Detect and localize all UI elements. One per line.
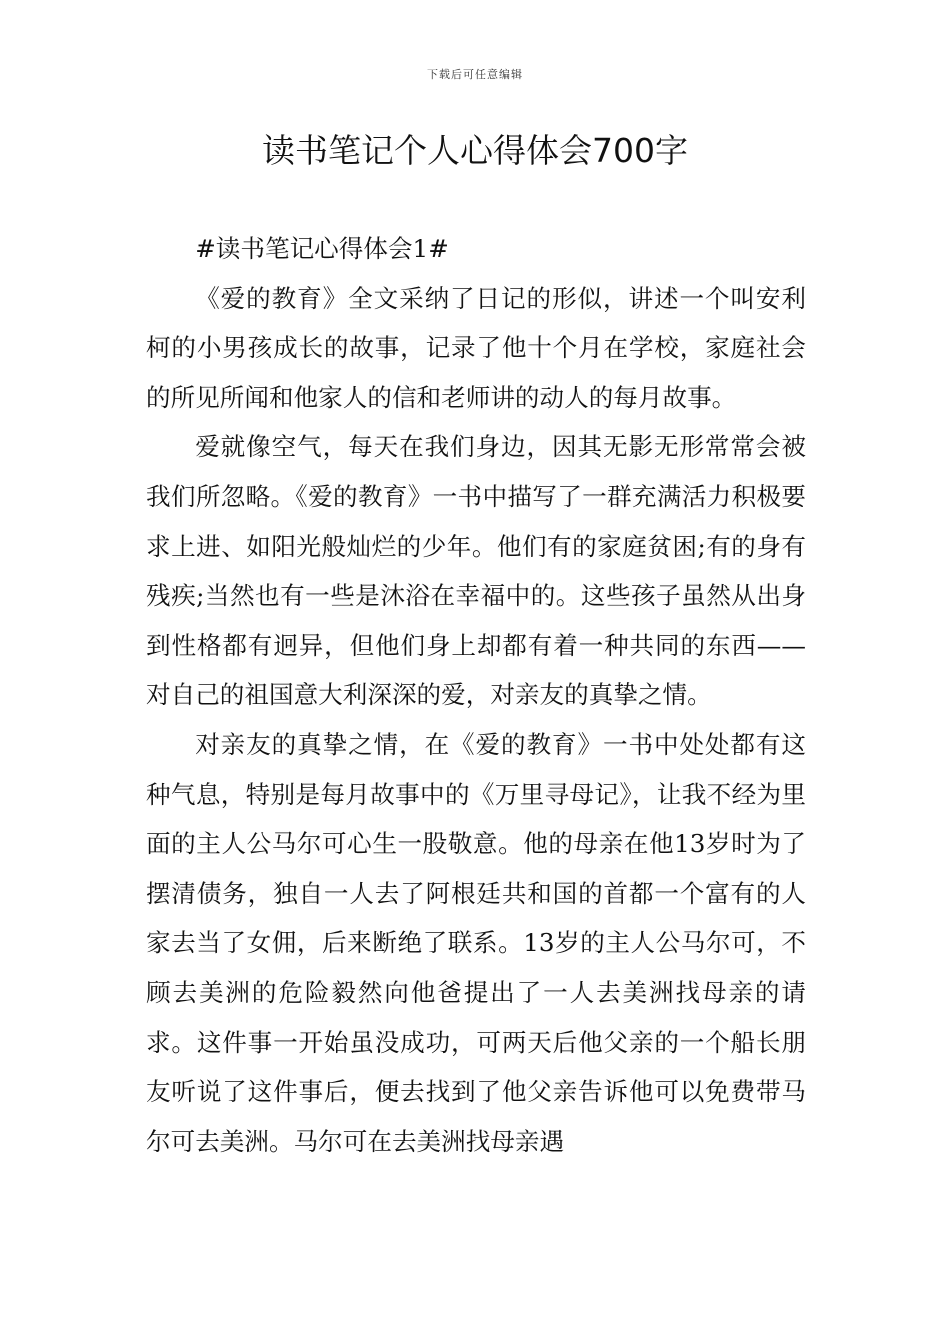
body-paragraph: 对亲友的真挚之情，在《爱的教育》一书中处处都有这种气息，特别是每月故事中的《万里寻母记》，让我不经为里面的主人公马尔可心生一股敬意。他的母亲在他13岁时为了摆清债务，独自一人去了阿根廷共和国的首都一个富有的人家去当了女佣，后来断绝了联系。13岁的主人公马尔可，不顾去美洲的危险毅然向他爸提出了一人去美洲找母亲的请求。这件事一开始虽没成功，可两天后他父亲的一个船长朋友听说了这件事后，便去找到了他父亲告诉他可以免费带马尔可去美洲。马尔可在去美洲找母亲遇 <box>146 729 806 1156</box>
document-title: 读书笔记个人心得体会700字 <box>262 131 688 170</box>
body-paragraph: 《爱的教育》全文采纳了日记的形似，讲述一个叫安利柯的小男孩成长的故事，记录了他十个月在学校，家庭社会的所见所闻和他家人的信和老师讲的动人的每月故事。 <box>146 283 806 412</box>
document-body <box>146 224 806 1166</box>
body-paragraph: 爱就像空气，每天在我们身边，因其无影无形常常会被我们所忽略。《爱的教育》一书中描写了一群充满活力积极要求上进、如阳光般灿烂的少年。他们有的家庭贫困;有的身有残疾;当然也有一些是沐浴在幸福中的。这些孩子虽然从出身到性格都有迥异，但他们身上却都有着一种共同的东西——对自己的祖国意大利深深的爱，对亲友的真挚之情。 <box>146 432 806 710</box>
header-note: 下载后可任意编辑 <box>427 68 523 81</box>
section-heading: #读书笔记心得体会1# <box>195 234 449 263</box>
